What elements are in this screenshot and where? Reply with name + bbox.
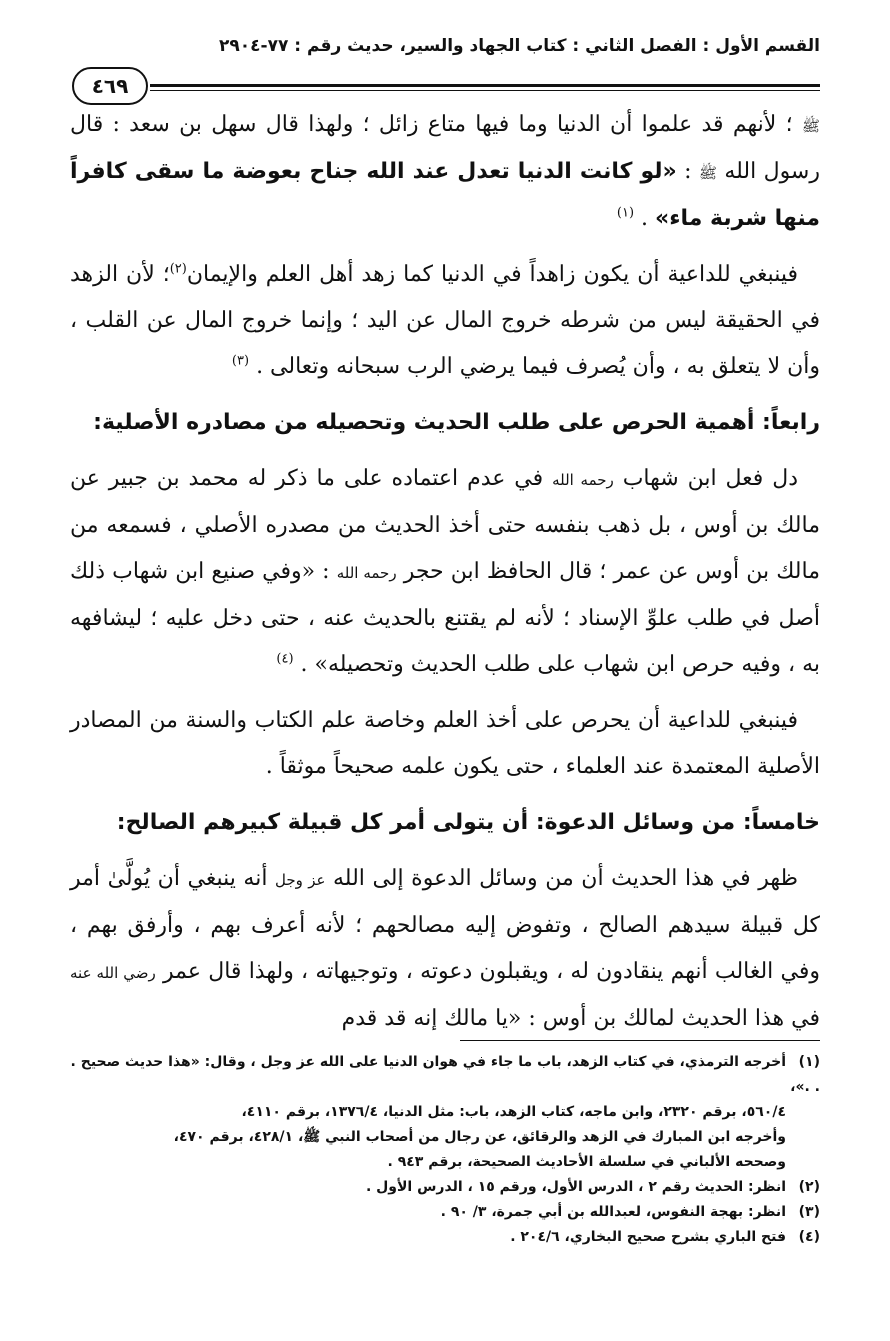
footnote-ref-2: (٢): [169, 261, 187, 277]
footnote-number: (٣): [798, 1204, 820, 1220]
footnote-1-line-1: أخرجه الترمذي، في كتاب الزهد، باب ما جاء في هوان الدنيا على الله عز وجل ، وقال: «هذا حديث صحيح . . .»،: [70, 1054, 820, 1095]
paragraph-3-text-c: : «وفي صنيع ابن شهاب ذلك أصل في طلب علوِّ الإسناد ؛ لأنه لم يقتنع بالحديث عنه ، حتى دخل عليه ؛ ليشافهه به ، وفيه حرص ابن شهاب على طلب الحديث وتحصيله» .: [70, 559, 820, 677]
paragraph-3-text-b: في عدم اعتماده على ما ذكر له محمد بن جبير عن مالك بن أوس ، بل ذهب بنفسه حتى أخذ الحديث من مصدره الأصلي ، فسمعه من مالك بن أوس عن عمر ؛ قال الحافظ ابن حجر: [70, 466, 820, 584]
paragraph-4-text: فينبغي للداعية أن يحرص على أخذ العلم وخاصة علم الكتاب والسنة من المصادر الأصلية المعتمدة عند العلماء ، حتى يكون علمه صحيحاً موثقاً .: [70, 708, 820, 779]
footnote-3: [70, 1200, 820, 1225]
footnote-ref-1: (١): [616, 205, 635, 221]
paragraph-3: [70, 456, 820, 688]
footnote-number: (٢): [798, 1179, 820, 1195]
paragraph-1-text-a: ؛ لأنهم قد علموا أن الدنيا وما فيها متاع زائل ؛ ولهذا قال سهل بن سعد : قال رسول الله: [70, 112, 820, 184]
honorific-glyph: رضي الله عنه: [70, 964, 156, 982]
header-rule-thin: [150, 90, 820, 91]
footnote-number: (١): [798, 1054, 820, 1070]
honorific-glyph: ﷺ: [801, 117, 820, 135]
section-heading-5: خامساً: من وسائل الدعوة: أن يتولى أمر كل قبيلة كبيرهم الصالح:: [116, 810, 820, 835]
footnote-number: (٤): [798, 1229, 820, 1245]
main-text: [70, 102, 820, 1052]
paragraph-5-text-c: في هذا الحديث لمالك بن أوس : «يا مالك إنه قد قدم: [341, 1006, 820, 1031]
running-header: القسم الأول : الفصل الثاني : كتاب الجهاد والسير، حديث رقم : ٧٧-٢٩٠٤: [219, 36, 820, 56]
footnote-3-text: انظر: بهجة النفوس، لعبدالله بن أبي جمرة، ٣/ ٩٠ .: [440, 1204, 786, 1220]
paragraph-4: [70, 698, 820, 790]
paragraph-3-text-a: دل فعل ابن شهاب: [613, 466, 798, 491]
footnote-1-line-3: وأخرجه ابن المبارك في الزهد والرقائق، عن رجال من أصحاب النبي ﷺ، ٤٢٨/١، برقم ٤٧٠،: [173, 1129, 786, 1145]
honorific-glyph: رحمه الله: [336, 564, 397, 582]
honorific-glyph: عز وجل: [275, 871, 326, 889]
honorific-glyph: رحمه الله: [552, 471, 614, 489]
paragraph-5: [70, 856, 820, 1042]
paragraph-1: [70, 102, 820, 242]
paragraph-2-text-a: فينبغي للداعية أن يكون زاهداً في الدنيا كما زهد أهل العلم والإيمان: [186, 262, 798, 287]
footnotes: [70, 1050, 820, 1250]
paragraph-1-text-c: .: [641, 206, 656, 231]
footnote-ref-4: (٤): [276, 651, 294, 667]
footnote-4: [70, 1225, 820, 1250]
paragraph-1-text-b: :: [676, 159, 699, 184]
paragraph-5-text-a: ظهر في هذا الحديث أن من وسائل الدعوة إلى الله: [325, 866, 798, 891]
footnote-1-line-2: ٥٦٠/٤، برقم ٢٣٢٠، وابن ماجه، كتاب الزهد، باب: مثل الدنيا، ١٣٧٦/٤، برقم ٤١١٠،: [241, 1104, 786, 1120]
paragraph-2: [70, 252, 820, 390]
footnote-2-text: انظر: الحديث رقم ٢ ، الدرس الأول، ورقم ١٥ ، الدرس الأول .: [365, 1179, 786, 1195]
section-heading-4: رابعاً: أهمية الحرص على طلب الحديث وتحصيله من مصادره الأصلية:: [93, 410, 820, 435]
hadith-quote: «لو كانت الدنيا تعدل عند الله جناح بعوضة ما سقى كافراً منها شربة ماء»: [70, 159, 820, 231]
paragraph-5-text-b: أنه ينبغي أن يُولَّىٰ أمر كل قبيلة سيدهم الصالح ، وتفوض إليه مصالحهم ؛ لأنه أعرف بهم ، وأرفق بهم ، وفي الغالب أنهم ينقادون له ، ويقبلون دعوته ، وتوجيهاته ، ولهذا قال عمر: [70, 866, 820, 984]
footnote-2: [70, 1175, 820, 1200]
header-rule: [150, 84, 820, 87]
footnote-1: [70, 1050, 820, 1100]
paragraph-2-text-b: ؛ لأن الزهد في الحقيقة ليس من شرطه خروج المال عن اليد ؛ وإنما خروج المال عن القلب ، وأن لا يتعلق به ، وأن يُصرف فيما يرضي الرب سبحانه وتعالى .: [70, 262, 820, 379]
honorific-glyph: ﷺ: [698, 164, 717, 182]
footnote-1-line-4: وصححه الألباني في سلسلة الأحاديث الصحيحة، برقم ٩٤٣ .: [387, 1154, 786, 1170]
footnote-4-text: فتح الباري بشرح صحيح البخاري، ٢٠٤/٦ .: [510, 1229, 786, 1245]
footnote-ref-3: (٣): [231, 353, 250, 369]
page-number: ٤٦٩: [72, 67, 148, 105]
footnote-separator: [460, 1040, 820, 1041]
